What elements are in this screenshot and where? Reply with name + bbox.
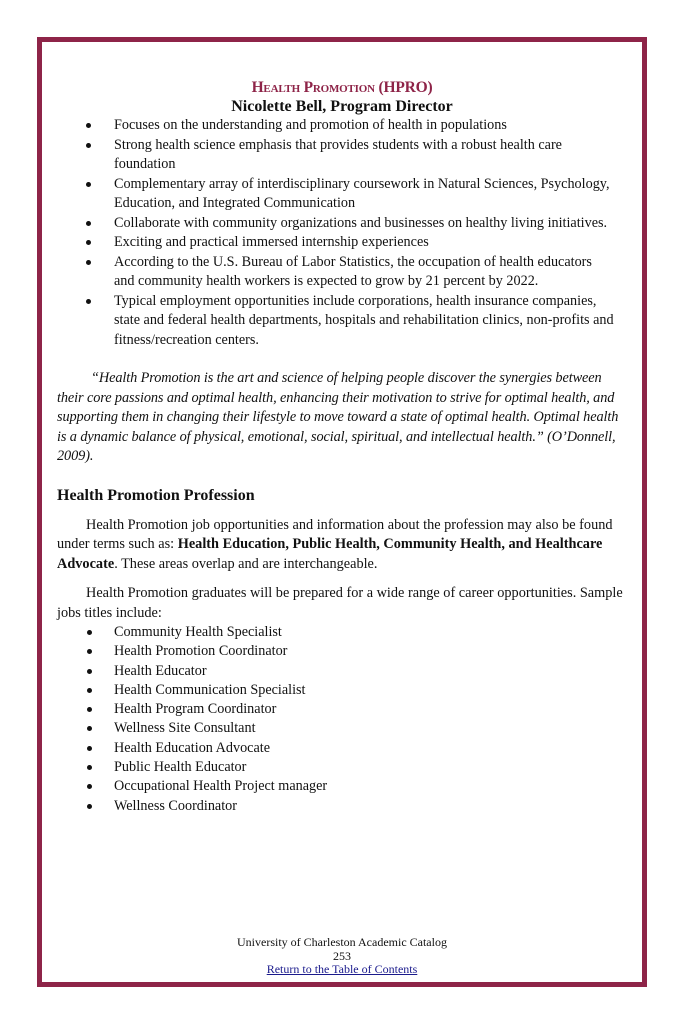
page-footer: [37, 936, 647, 977]
list-item: Exciting and practical immersed internship experiences: [114, 233, 614, 253]
bullet-icon: [87, 784, 92, 789]
related-terms: Health Education, Public Health, Community Health, and Healthcare Advocate: [57, 536, 603, 572]
bullet-icon: [86, 240, 91, 245]
program-title: Health Promotion (HPRO): [251, 79, 433, 96]
section-heading: Health Promotion Profession: [57, 486, 255, 504]
list-item: Health Education Advocate: [114, 739, 627, 758]
bullet-icon: [86, 221, 91, 226]
program-director: Nicolette Bell, Program Director: [231, 98, 453, 115]
list-item: Focuses on the understanding and promotion of health in populations: [114, 116, 614, 136]
list-item: Health Promotion Coordinator: [114, 642, 627, 661]
bullet-icon: [87, 765, 92, 770]
job-titles-list: [57, 623, 627, 816]
bullet-icon: [86, 182, 91, 187]
list-item: Health Educator: [114, 662, 627, 681]
bullet-icon: [87, 669, 92, 674]
bullet-icon: [87, 726, 92, 731]
bullet-icon: [87, 649, 92, 654]
page-content: [57, 78, 627, 816]
bullet-icon: [87, 688, 92, 693]
bullet-icon: [86, 260, 91, 265]
list-item: According to the U.S. Bureau of Labor Statistics, the occupation of health educators and community health workers is expected to grow by 21 percent by 2022.: [114, 253, 614, 292]
table-of-contents-link[interactable]: Return to the Table of Contents: [266, 962, 418, 976]
bullet-icon: [87, 804, 92, 809]
graduates-paragraph: Health Promotion graduates will be prepared for a wide range of career opportunities. Sample jobs titles include:: [57, 585, 623, 621]
bullet-icon: [86, 123, 91, 128]
list-item: Wellness Site Consultant: [114, 719, 627, 738]
list-item: Public Health Educator: [114, 758, 627, 777]
list-item: Strong health science emphasis that provides students with a robust health care foundation: [114, 136, 614, 175]
list-item: Occupational Health Project manager: [114, 777, 627, 796]
list-item: Typical employment opportunities include corporations, health insurance companies, state and federal health departments, hospitals and rehabilitation clinics, non-profits and fitness/recreation centers.: [114, 292, 614, 351]
list-item: Collaborate with community organizations and businesses on healthy living initiatives.: [114, 214, 614, 234]
bullet-icon: [86, 143, 91, 148]
list-item: Health Program Coordinator: [114, 700, 627, 719]
highlights-list: [57, 116, 614, 350]
page-number: 253: [333, 948, 351, 963]
bullet-icon: [86, 299, 91, 304]
bullet-icon: [87, 746, 92, 751]
catalog-name: University of Charleston Academic Catalog: [237, 935, 447, 949]
odonnell-quote: “Health Promotion is the art and science of helping people discover the synergies between their core passions and optimal health, enhancing their motivation to strive for optimal health, and supporting them in changing their lifestyle to move toward a state of optimal health. Optimal health is a dynamic balance of physical, emotional, social, spiritual, and intellectual health.” (O’Donnell, 2009).: [57, 370, 619, 464]
bullet-icon: [87, 630, 92, 635]
list-item: Community Health Specialist: [114, 623, 627, 642]
list-item: Wellness Coordinator: [114, 797, 627, 816]
list-item: Complementary array of interdisciplinary coursework in Natural Sciences, Psychology, Education, and Integrated Communication: [114, 175, 614, 214]
list-item: Health Communication Specialist: [114, 681, 627, 700]
bullet-icon: [87, 707, 92, 712]
profession-paragraph: Health Promotion job opportunities and information about the profession may also be found under terms such as: Health Education, Public Health, Community Health, and Healthcare Advocate. These areas overlap and are interchangeable.: [57, 516, 613, 572]
